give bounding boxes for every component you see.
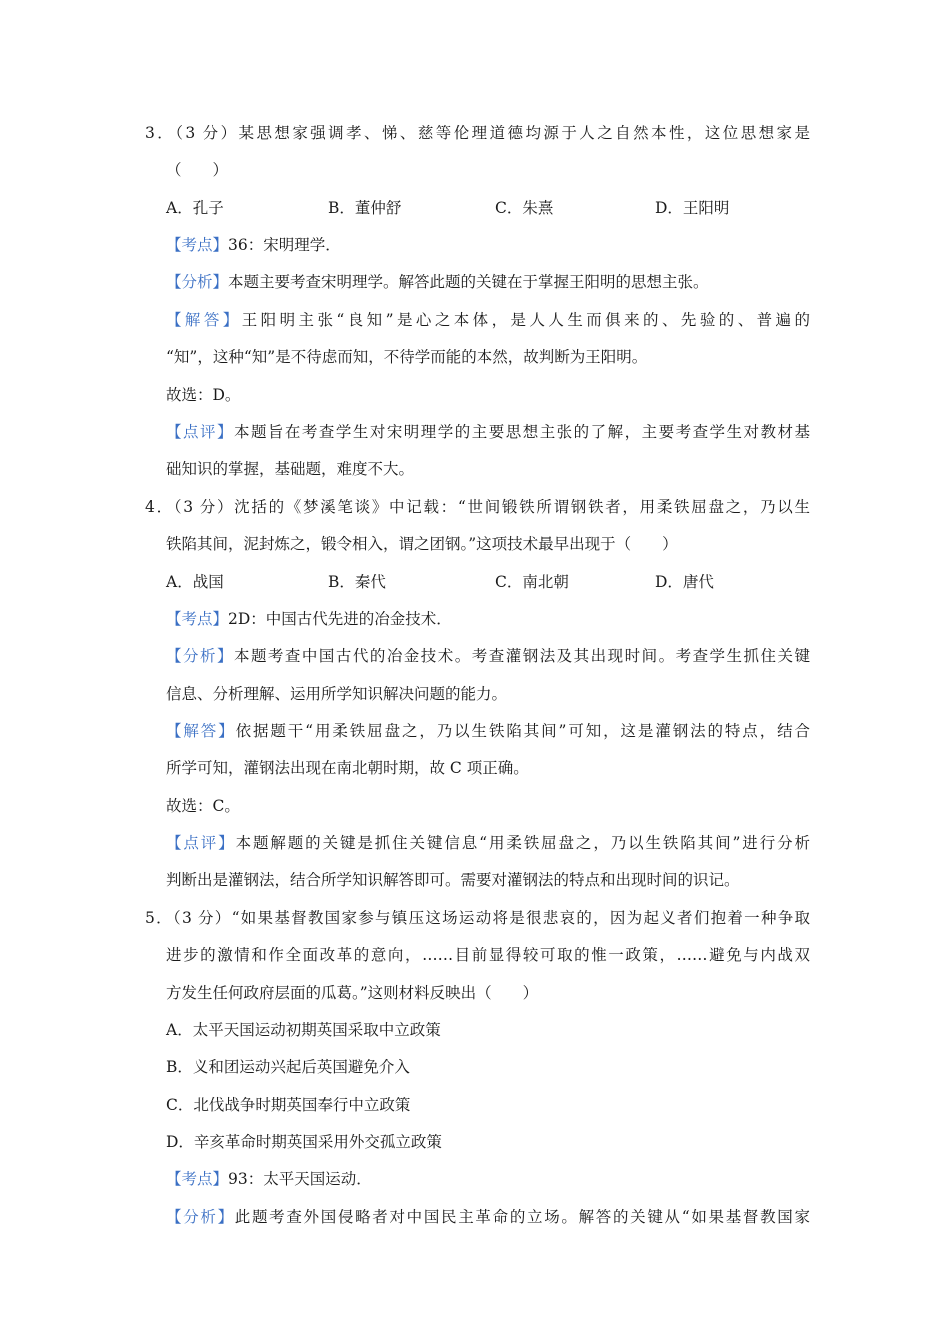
q3-dianping-line1 [166, 421, 810, 443]
q3-jieda-line1 [166, 309, 810, 331]
q3-option-c: C．朱熹 [495, 199, 554, 217]
q5-option-b: B．义和团运动兴起后英国避免介入 [166, 1058, 410, 1076]
q4-fenxi-line1 [166, 645, 810, 667]
q3-dianping-line2: 础知识的掌握，基础题，难度不大。 [166, 460, 415, 478]
q5-fenxi-line1 [166, 1206, 810, 1228]
q5-option-c: C．北伐战争时期英国奉行中立政策 [166, 1096, 411, 1114]
q5-kaodian [166, 1168, 810, 1190]
q4-option-c: C．南北朝 [495, 573, 569, 591]
fenxi-tag: 【分析】 [166, 1208, 235, 1226]
q5-stem-line1: 5．（3 分）“如果基督教国家参与镇压这场运动将是很悲哀的，因为起义者们抱着一种争取 [145, 909, 810, 927]
kaodian-tag: 【考点】 [166, 236, 229, 254]
q3-stem-line2: （ ） [166, 161, 229, 179]
q3-kaodian [166, 234, 810, 256]
q3-fenxi-text: 本题主要考查宋明理学。解答此题的关键在于掌握王阳明的思想主张。 [228, 273, 709, 291]
fenxi-tag: 【分析】 [166, 273, 229, 291]
q4-kaodian-text: 2D：中国古代先进的冶金技术． [228, 610, 452, 628]
q3-option-d: D．王阳明 [655, 199, 730, 217]
q4-stem-line2: 铁陷其间，泥封炼之，锻令相入，谓之团钢。”这项技术最早出现于（ ） [166, 535, 678, 553]
q3-jieda-text1: 王阳明主张“良知”是心之本体，是人人生而俱来的、先验的、普遍的 [241, 311, 810, 329]
q5-option-d: D．辛亥革命时期英国采用外交孤立政策 [166, 1133, 442, 1151]
q4-answer: 故选：C。 [166, 797, 240, 815]
fenxi-tag: 【分析】 [166, 647, 234, 665]
jieda-tag: 【解答】 [166, 311, 242, 329]
q4-jieda-text1: 依据题干“用柔铁屈盘之，乃以生铁陷其间”可知，这是灌钢法的特点，结合 [235, 722, 810, 740]
q4-dianping-text1: 本题解题的关键是抓住关键信息“用柔铁屈盘之，乃以生铁陷其间”进行分析 [235, 834, 810, 852]
q4-option-b: B．秦代 [328, 573, 386, 591]
q4-option-a: A．战国 [166, 573, 224, 591]
q3-option-a: A．孔子 [166, 199, 224, 217]
q3-dianping-text1: 本题旨在考查学生对宋明理学的主要思想主张的了解，主要考查学生对教材基 [233, 423, 810, 441]
q3-jieda-line2: “知”，这种“知”是不待虑而知，不待学而能的本然，故判断为王阳明。 [166, 348, 648, 366]
q5-fenxi-text1: 此题考查外国侵略者对中国民主革命的立场。解答的关键从“如果基督教国家 [234, 1208, 810, 1226]
q4-jieda-line1 [166, 720, 810, 742]
q4-kaodian [166, 608, 810, 630]
q3-fenxi [166, 271, 810, 293]
dianping-tag: 【点评】 [166, 834, 236, 852]
kaodian-tag: 【考点】 [166, 1170, 229, 1188]
q4-fenxi-line2: 信息、分析理解、运用所学知识解决问题的能力。 [166, 685, 508, 703]
q5-stem-line3: 方发生任何政府层面的瓜葛。”这则材料反映出（ ） [166, 984, 539, 1002]
q4-dianping-line2: 判断出是灌钢法，结合所学知识解答即可。需要对灌钢法的特点和出现时间的识记。 [166, 871, 740, 889]
q3-answer: 故选：D。 [166, 386, 241, 404]
q4-jieda-line2: 所学可知，灌钢法出现在南北朝时期，故 C 项正确。 [166, 759, 529, 777]
q4-dianping-line1 [166, 832, 810, 854]
q3-kaodian-text: 36：宋明理学． [228, 236, 341, 254]
q5-kaodian-text: 93：太平天国运动． [228, 1170, 372, 1188]
q4-fenxi-text1: 本题考查中国古代的冶金技术。考查灌钢法及其出现时间。考查学生抓住关键 [233, 647, 810, 665]
q5-option-a: A．太平天国运动初期英国采取中立政策 [166, 1021, 441, 1039]
q3-stem-line1: 3．（3 分）某思想家强调孝、悌、慈等伦理道德均源于人之自然本性，这位思想家是 [145, 124, 810, 142]
q5-stem-line2: 进步的激情和作全面改革的意向，……目前显得较可取的惟一政策，……避免与内战双 [166, 946, 810, 964]
kaodian-tag: 【考点】 [166, 610, 229, 628]
dianping-tag: 【点评】 [166, 423, 234, 441]
q4-stem-line1: 4．（3 分）沈括的《梦溪笔谈》中记载：“世间锻铁所谓钢铁者，用柔铁屈盘之，乃以生 [145, 498, 810, 516]
q4-option-d: D．唐代 [655, 573, 714, 591]
q3-option-b: B．董仲舒 [328, 199, 402, 217]
jieda-tag: 【解答】 [166, 722, 236, 740]
